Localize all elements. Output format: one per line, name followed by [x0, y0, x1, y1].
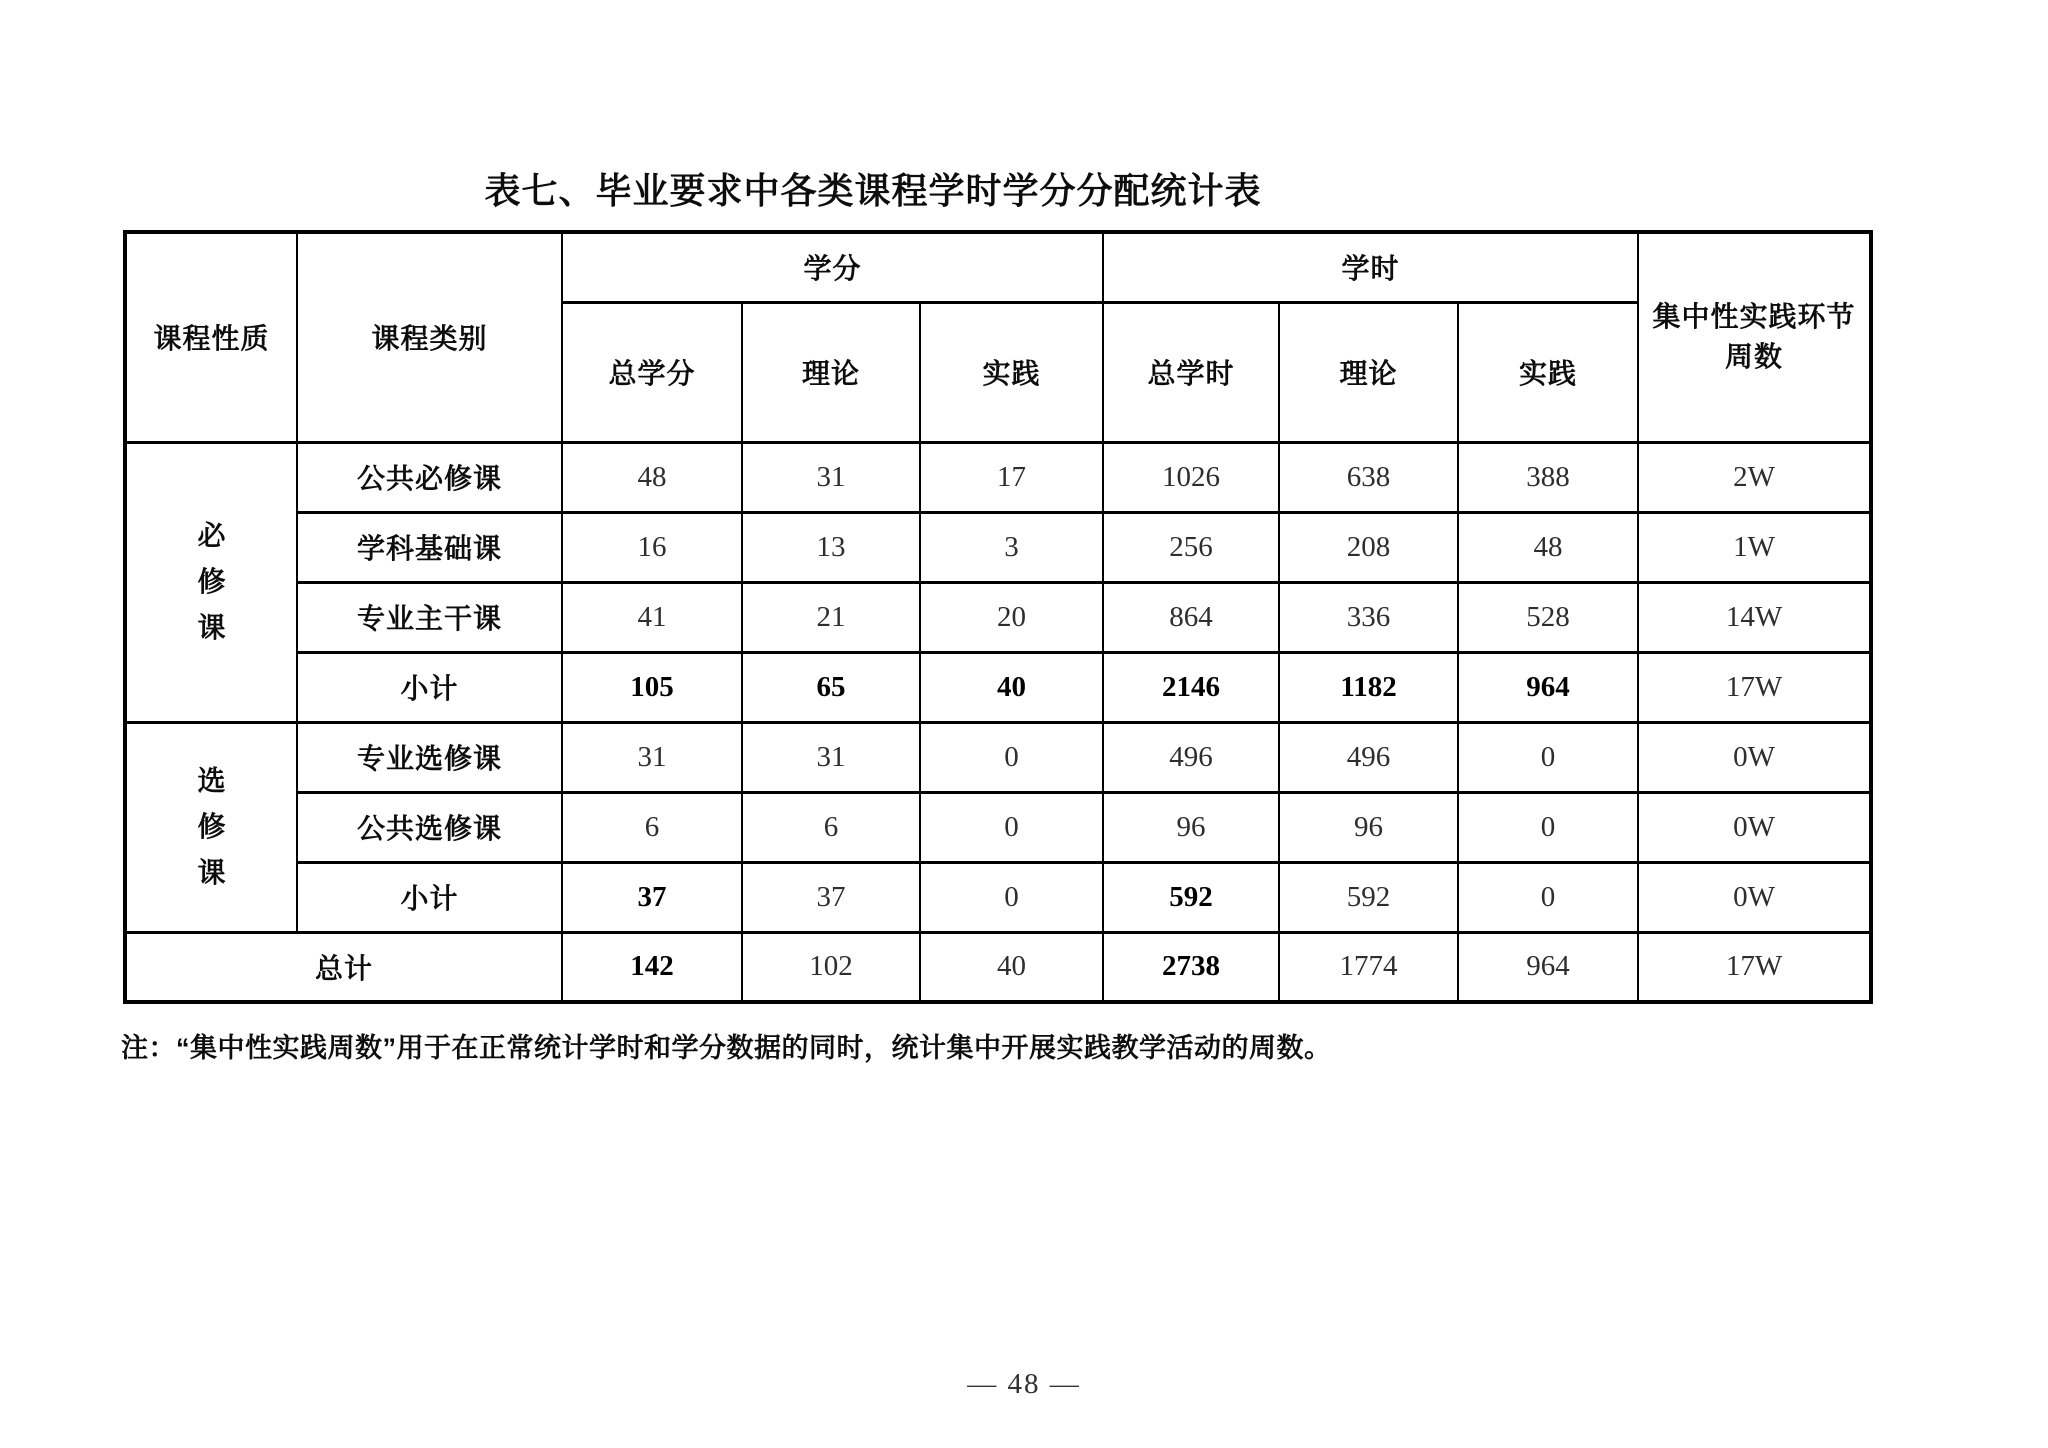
- cell-weeks: 0W: [1638, 862, 1871, 932]
- cell-credits-theory: 31: [742, 442, 920, 512]
- cell-credits-theory: 65: [742, 652, 920, 722]
- row-label: 专业选修课: [297, 722, 562, 792]
- cell-hours-practice: 0: [1458, 792, 1638, 862]
- header-hours-theory: 理论: [1279, 302, 1458, 442]
- header-credits-group: 学分: [562, 232, 1103, 302]
- cell-weeks: 2W: [1638, 442, 1871, 512]
- row-label: 专业主干课: [297, 582, 562, 652]
- cell-weeks: 17W: [1638, 652, 1871, 722]
- cell-hours-theory: 336: [1279, 582, 1458, 652]
- page-title: 表七、毕业要求中各类课程学时学分分配统计表: [484, 170, 1262, 211]
- cell-credits-theory: 21: [742, 582, 920, 652]
- cell-credits-practice: 40: [920, 932, 1103, 1002]
- row-label: 小计: [297, 862, 562, 932]
- group-required: [125, 442, 297, 722]
- cell-hours-practice: 48: [1458, 512, 1638, 582]
- header-credits-total: 总学分: [562, 302, 742, 442]
- cell-credits-total: 48: [562, 442, 742, 512]
- header-credits-practice: 实践: [920, 302, 1103, 442]
- cell-credits-theory: 102: [742, 932, 920, 1002]
- cell-credits-theory: 13: [742, 512, 920, 582]
- cell-weeks: 14W: [1638, 582, 1871, 652]
- cell-weeks: 0W: [1638, 792, 1871, 862]
- cell-credits-total: 31: [562, 722, 742, 792]
- row-label: 小计: [297, 652, 562, 722]
- cell-weeks: 1W: [1638, 512, 1871, 582]
- cell-hours-practice: 964: [1458, 932, 1638, 1002]
- subtotal-row: [125, 652, 1871, 722]
- total-row: [125, 932, 1871, 1002]
- cell-hours-total: 1026: [1103, 442, 1279, 512]
- header-course-category: 课程类别: [297, 232, 562, 442]
- cell-hours-theory: 592: [1279, 862, 1458, 932]
- cell-hours-total: 2146: [1103, 652, 1279, 722]
- cell-hours-total: 2738: [1103, 932, 1279, 1002]
- cell-hours-theory: 208: [1279, 512, 1458, 582]
- credits-hours-table: [123, 230, 1873, 1004]
- cell-credits-practice: 3: [920, 512, 1103, 582]
- cell-credits-total: 37: [562, 862, 742, 932]
- table-row: [125, 582, 1871, 652]
- header-hours-practice: 实践: [1458, 302, 1638, 442]
- group-required-label: 必修课: [197, 520, 226, 643]
- header-hours-total: 总学时: [1103, 302, 1279, 442]
- table-row: [125, 512, 1871, 582]
- table-row: [125, 722, 1871, 792]
- header-course-nature: 课程性质: [125, 232, 297, 442]
- cell-hours-total: 96: [1103, 792, 1279, 862]
- cell-hours-total: 864: [1103, 582, 1279, 652]
- subtotal-row: [125, 862, 1871, 932]
- cell-credits-total: 16: [562, 512, 742, 582]
- cell-weeks: 17W: [1638, 932, 1871, 1002]
- cell-hours-theory: 496: [1279, 722, 1458, 792]
- cell-hours-practice: 0: [1458, 722, 1638, 792]
- cell-credits-theory: 6: [742, 792, 920, 862]
- header-practice-weeks: 集中性实践环节周数: [1638, 232, 1871, 442]
- cell-hours-practice: 0: [1458, 862, 1638, 932]
- table-note: 注：“集中性实践周数”用于在正常统计学时和学分数据的同时，统计集中开展实践教学活动的周数。: [121, 1033, 1332, 1063]
- row-label: 公共必修课: [297, 442, 562, 512]
- group-elective-label: 选修课: [197, 765, 226, 888]
- cell-credits-theory: 37: [742, 862, 920, 932]
- row-label: 学科基础课: [297, 512, 562, 582]
- cell-credits-practice: 0: [920, 722, 1103, 792]
- header-hours-group: 学时: [1103, 232, 1638, 302]
- cell-credits-practice: 0: [920, 792, 1103, 862]
- header-credits-theory: 理论: [742, 302, 920, 442]
- table-row: [125, 792, 1871, 862]
- cell-hours-theory: 96: [1279, 792, 1458, 862]
- cell-credits-total: 142: [562, 932, 742, 1002]
- cell-hours-theory: 638: [1279, 442, 1458, 512]
- cell-hours-total: 496: [1103, 722, 1279, 792]
- cell-credits-total: 105: [562, 652, 742, 722]
- cell-hours-practice: 528: [1458, 582, 1638, 652]
- cell-hours-theory: 1182: [1279, 652, 1458, 722]
- row-label-total: 总计: [125, 932, 562, 1002]
- cell-credits-theory: 31: [742, 722, 920, 792]
- cell-credits-practice: 0: [920, 862, 1103, 932]
- cell-hours-practice: 964: [1458, 652, 1638, 722]
- table-row: [125, 442, 1871, 512]
- page-number: — 48 —: [967, 1368, 1081, 1400]
- cell-hours-total: 592: [1103, 862, 1279, 932]
- cell-credits-total: 6: [562, 792, 742, 862]
- cell-weeks: 0W: [1638, 722, 1871, 792]
- row-label: 公共选修课: [297, 792, 562, 862]
- cell-hours-practice: 388: [1458, 442, 1638, 512]
- cell-credits-practice: 17: [920, 442, 1103, 512]
- group-elective: [125, 722, 297, 932]
- cell-credits-practice: 20: [920, 582, 1103, 652]
- cell-credits-total: 41: [562, 582, 742, 652]
- cell-hours-theory: 1774: [1279, 932, 1458, 1002]
- cell-credits-practice: 40: [920, 652, 1103, 722]
- cell-hours-total: 256: [1103, 512, 1279, 582]
